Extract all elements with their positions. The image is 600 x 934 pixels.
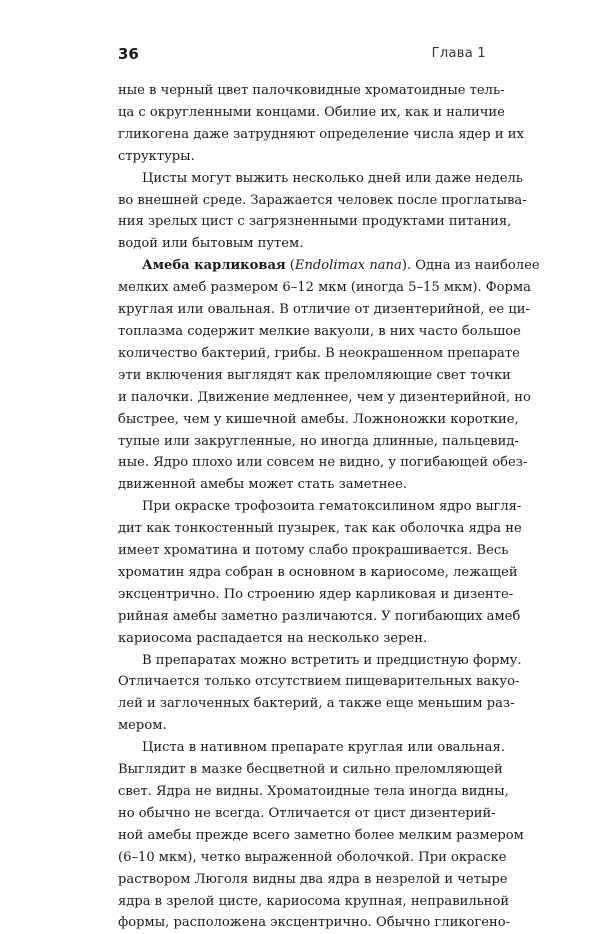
text-line: ной амебы прежде всего заметно более мелким размером (118, 827, 524, 843)
paragraph-2 (118, 168, 527, 256)
running-head: Глава 1 (431, 46, 486, 61)
first-line-rest: ). Одна из наиболее (401, 258, 540, 274)
text-line: гликогена даже затрудняют определение числа ядер и их (118, 126, 524, 142)
term-name: Амеба карликовая (142, 258, 286, 274)
text-line: быстрее, чем у кишечной амебы. Ложноножки короткие, (118, 411, 519, 427)
text-line: Выглядит в мазке бесцветной и сильно преломляющей (118, 762, 503, 778)
text-line: кариосома распадается на несколько зерен. (118, 630, 428, 646)
text-line: Цисты могут выжить несколько дней или даже недель (142, 170, 523, 186)
paragraph-1 (118, 80, 524, 168)
paragraph-3 (118, 255, 540, 496)
text-line: ния зрелых цист с загрязненными продуктами питания, (118, 214, 512, 230)
text-line: лей и заглоченных бактерий, а также еще меньшим раз- (118, 696, 515, 712)
text-line: хроматин ядра собран в основном в кариосоме, лежащей (118, 564, 518, 580)
text-line: рийная амебы заметно различаются. У погибающих амеб (118, 608, 521, 624)
text-line: дит как тонкостенный пузырек, так как оболочка ядра не (118, 521, 522, 537)
text-line: формы, расположена эксцентрично. Обычно гликогено- (118, 915, 511, 931)
text-line: В препаратах можно встретить и предцистную форму. (142, 652, 522, 668)
text-line: ца с округленными концами. Обилие их, как и наличие (118, 104, 505, 120)
text-line: свет. Ядра не видны. Хроматоидные тела иногда видны, (118, 784, 509, 799)
text-line: ядра в зрелой цисте, кариосома крупная, неправильной (118, 893, 510, 909)
text-line: мелких амеб размером 6–12 мкм (иногда 5–15 мкм). Форма (118, 280, 531, 296)
text-line: круглая или овальная. В отличие от дизентерийной, ее ци- (118, 302, 530, 318)
text-line: во внешней среде. Заражается человек после проглатыва- (118, 192, 527, 208)
page-number: 36 (118, 45, 139, 63)
text-line: структуры. (118, 148, 195, 164)
text-line: движенной амебы может стать заметнее. (118, 477, 408, 493)
page-header (118, 44, 486, 66)
paragraph-6 (118, 737, 524, 934)
text-line: и палочки. Движение медленнее, чем у дизентерийной, но (118, 389, 531, 405)
text-line: количество бактерий, грибы. В неокрашенном препарате (118, 345, 520, 361)
paragraph-5 (118, 650, 522, 738)
paragraph-4 (118, 496, 522, 649)
text-line: тупые или закругленные, но иногда длинные, пальцевид- (118, 433, 519, 449)
text-line: ные в черный цвет палочковидные хроматоидные тель- (118, 83, 505, 98)
text-line: топлазма содержит мелкие вакуоли, в них часто большое (118, 323, 521, 339)
text-line (118, 255, 540, 277)
text-line: эти включения выглядят как преломляющие свет точки (118, 367, 511, 383)
text-line: мером. (118, 718, 167, 734)
text-line: имеет хроматина и потому слабо прокрашивается. Весь (118, 543, 509, 559)
text-line: раствором Люголя видны два ядра в незрелой и четыре (118, 871, 508, 887)
text-line: водой или бытовым путем. (118, 236, 304, 252)
text-line: но обычно не всегда. Отличается от цист дизентерий- (118, 805, 496, 821)
latin-name: Endolimax nana (294, 258, 402, 274)
text-line: Циста в нативном препарате круглая или овальная. (142, 740, 505, 756)
body-text (118, 80, 540, 934)
text-line: (6–10 мкм), четко выраженной оболочкой. При окраске (118, 849, 507, 865)
text-line: Отличается только отсутствием пищеварительных вакуо- (118, 674, 520, 690)
text-line: эксцентрично. По строению ядер карликовая и дизенте- (118, 586, 514, 602)
text-line: ные. Ядро плохо или совсем не видно, у погибающей обез- (118, 455, 528, 471)
open-paren: ( (285, 258, 295, 274)
text-line: При окраске трофозоита гематоксилином ядро выгля- (142, 499, 522, 515)
